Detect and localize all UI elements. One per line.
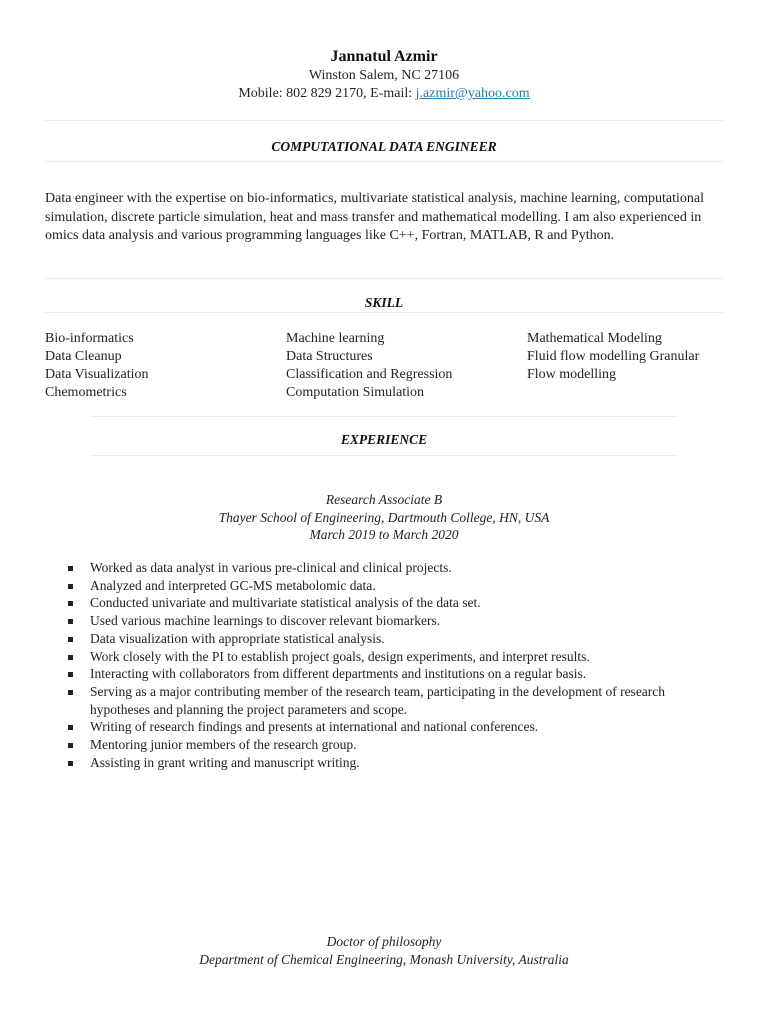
skill-item: Data Cleanup <box>45 349 122 364</box>
list-item: Serving as a major contributing member of the research team, participating in the development of research hypotheses and planning the project parameters and scope. <box>66 683 696 718</box>
skill-column <box>45 330 285 402</box>
profile-summary: Data engineer with the expertise on bio-informatics, multivariate statistical analysis, machine learning, computational simulation, discrete particle simulation, heat and mass transfer and mathematical modelling. I am also experienced in omics data analysis and various programming languages like C++, Fortran, MATLAB, R and Python. <box>45 191 704 243</box>
divider <box>90 416 678 417</box>
list-item: Analyzed and interpreted GC-MS metabolomic data. <box>66 577 696 595</box>
candidate-name: Jannatul Azmir <box>330 48 438 65</box>
candidate-address: Winston Salem, NC 27106 <box>308 68 460 83</box>
skill-column <box>286 330 526 402</box>
responsibility-list <box>66 559 696 771</box>
skill-item: Chemometrics <box>45 385 127 400</box>
list-item: Assisting in grant writing and manuscript writing. <box>66 754 696 772</box>
list-item: Writing of research findings and presents at international and national conferences. <box>66 718 696 736</box>
skill-item: Classification and Regression <box>286 367 453 382</box>
list-item: Mentoring junior members of the research group. <box>66 736 696 754</box>
education-institution: Department of Chemical Engineering, Monash University, Australia <box>199 951 569 967</box>
skill-item: Bio-informatics <box>45 331 134 346</box>
divider <box>45 278 723 279</box>
list-item: Interacting with collaborators from different departments and institutions on a regular basis. <box>66 665 696 683</box>
skill-item: Data Structures <box>286 349 373 364</box>
skill-column <box>527 330 767 384</box>
job-title-heading: COMPUTATIONAL DATA ENGINEER <box>271 139 497 154</box>
skill-item: Computation Simulation <box>286 385 425 400</box>
list-item: Data visualization with appropriate statistical analysis. <box>66 630 696 648</box>
job-entry <box>0 491 768 544</box>
skill-item: Fluid flow modelling Granular <box>527 349 700 364</box>
job-period: March 2019 to March 2020 <box>309 527 459 542</box>
list-item: Conducted univariate and multivariate statistical analysis of the data set. <box>66 594 696 612</box>
list-item: Worked as data analyst in various pre-clinical and clinical projects. <box>66 559 696 577</box>
job-organization: Thayer School of Engineering, Dartmouth College, HN, USA <box>218 509 550 525</box>
list-item: Work closely with the PI to establish project goals, design experiments, and interpret results. <box>66 648 696 666</box>
divider <box>45 161 723 162</box>
email-link[interactable]: j.azmir@yahoo.com <box>415 86 530 101</box>
divider <box>45 120 723 121</box>
skill-item: Data Visualization <box>45 367 149 382</box>
skill-heading: SKILL <box>364 295 404 310</box>
skill-item: Mathematical Modeling <box>527 331 662 346</box>
divider <box>90 455 678 456</box>
contact-prefix: Mobile: 802 829 2170, E-mail: <box>238 86 416 101</box>
job-position: Research Associate B <box>325 492 443 507</box>
divider <box>45 312 723 313</box>
education-entry <box>0 933 768 968</box>
contact-line <box>0 86 768 102</box>
list-item: Used various machine learnings to discover relevant biomarkers. <box>66 612 696 630</box>
experience-heading: EXPERIENCE <box>340 432 428 447</box>
skill-item: Machine learning <box>286 331 385 346</box>
skill-item: Flow modelling <box>527 367 617 382</box>
education-degree: Doctor of philosophy <box>326 934 442 949</box>
